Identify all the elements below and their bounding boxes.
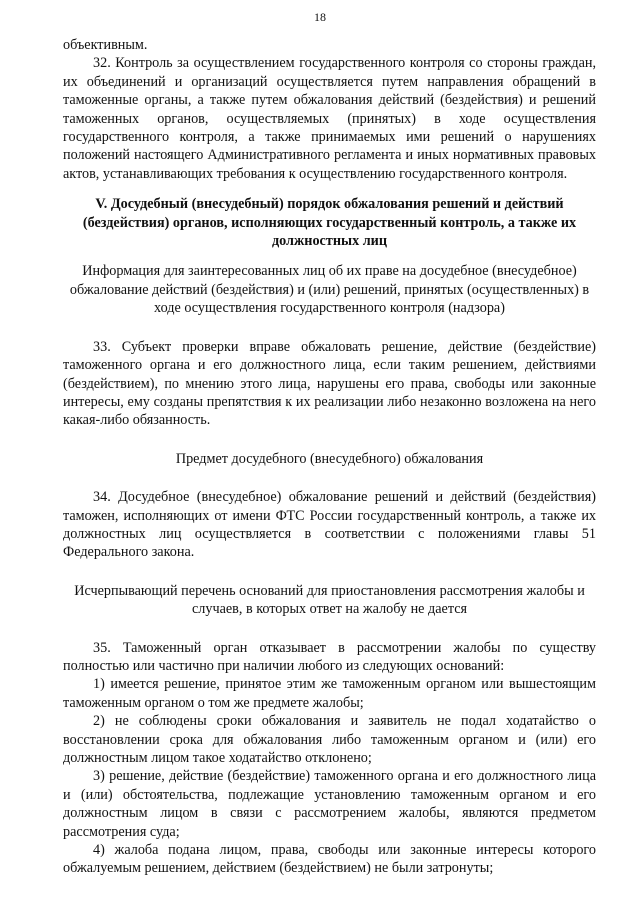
- paragraph-33: 33. Субъект проверки вправе обжаловать решение, действие (бездействие) таможенного органа и его должностного лица, если таким решением, действиями (бездействием), по мнению этого лица, нарушены его права, свободы или законные интересы, ему созданы препятствия к их реализации либо незаконно возложена на него какая-либо обязанность.: [63, 338, 596, 429]
- subheading-subject: Предмет досудебного (внесудебного) обжалования: [175, 450, 484, 467]
- paragraph-continuation: объективным.: [63, 37, 148, 53]
- subheading-information: Информация для заинтересованных лиц об их праве на досудебное (внесудебное) обжалование действий (бездействия) и (или) решений, принятых (осуществленных) в ходе осуществления государственного контроля (надзора): [69, 263, 590, 317]
- paragraph-35-item-3: 3) решение, действие (бездействие) таможенного органа и его должностного лица и (или) обстоятельства, подлежащие установлению таможенным органом и его должностным лицом в связи с рассмотрением жалобы, являются предметом рассмотрения суда;: [63, 768, 596, 840]
- paragraph-34: 34. Досудебное (внесудебное) обжалование решений и действий (бездействия) таможен, исполняющих от имени ФТС России государственный контроль, а также их должностных лиц осуществляется в соответствии с положениями главы 51 Федерального закона.: [63, 489, 596, 561]
- paragraph-35-item-1: 1) имеется решение, принятое этим же таможенным органом или вышестоящим таможенным органом о том же предмете жалобы;: [63, 676, 596, 711]
- page-number: 18: [314, 10, 326, 24]
- paragraph-35-item-4: 4) жалоба подана лицом, права, свободы или законные интересы которого обжалуемым решением, действием (бездействием) не были затронуты;: [63, 842, 596, 877]
- subheading-grounds: Исчерпывающий перечень оснований для приостановления рассмотрения жалобы и случаев, в которых ответ на жалобу не дается: [74, 582, 585, 618]
- paragraph-35-item-2: 2) не соблюдены сроки обжалования и заявитель не подал ходатайство о восстановлении срока для обжалования либо таможенным органом и (или) его должностным лицом такое ходатайство отклонено;: [63, 713, 596, 766]
- document-body: [63, 36, 596, 878]
- section-v-heading: V. Досудебный (внесудебный) порядок обжалования решений и действий (бездействия) органов, исполняющих государственный контроль, а также их должностных лиц: [82, 196, 577, 250]
- paragraph-35: 35. Таможенный орган отказывает в рассмотрении жалобы по существу полностью или частично при наличии любого из следующих оснований:: [63, 639, 596, 674]
- paragraph-32: 32. Контроль за осуществлением государственного контроля со стороны граждан, их объединений и организаций осуществляется путем направления обращений в таможенные органы, а также путем обжалования действий (бездействия) и решений таможенных органов, осуществляемых (принятых) в ходе осуществления государственного контроля, а также принимаемых ими решений о нарушениях положений настоящего Административного регламента и иных нормативных правовых актов, устанавливающих требования к осуществлению государственного контроля.: [63, 55, 596, 182]
